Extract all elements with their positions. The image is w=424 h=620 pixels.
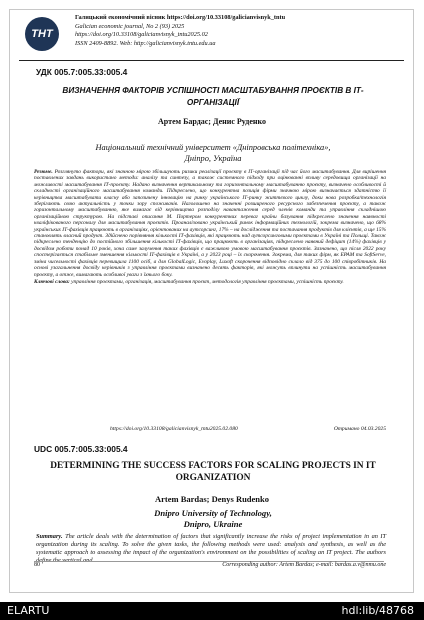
summary-text-ua: Розглянуто фактори, які значною мірою збільшують ризики реалізації проєкту в ІТ-організації під час його масштабування. Для вирішення поставлених завдань використано методи: аналізу та синтезу, а також системного підходу при оцінюванні впливу середовища організації на можливості масштабування ІТ-проєкту. Надано визначення вертикальному та горизонтальному масштабуванню проєкту, визначено особливості й складності організаційного масштабування команди. Підкреслено, що конкурентна позиція фірми значною мірою визначається здатністю її керівництва масштабувати власну або запозичену інновацію на ринку українського ІТ-ринку життєвого циклу, доки нова розробка/технологія зберігають свою актуальність у точки зору споживачів. Наголошено на значенні розширеного ресурсного забезпечення проєкту, а також горизонтальному масштабуванню, яке вимагає від керівництва розподілу навантаження серед членів команди та управління складнішою організаційною структурою. На підставі описання М. Портером конкурентних переваг країни базування підкреслено значення наявності кваліфікованого персоналу для масштабування проєктів. Проаналізовано український ринок інформаційних технологій, зокрема визначено, що 68% українських ІТ-фахівців працюють в організаціях, орієнтованих на аутсорсинг, 17% – на дослідження та постачання продуктів для клієнтів, а ще 15% становлять власний продукт. Здійснено порівняння кількості ІТ-фахівців, які працюють над аутсорсинговими проєктами в Україні та Польщі. Також підкреслено тенденцію до постійного збільшення кількості ІТ-фахівців, що працюють в організаціях, підкреслено наявний дефіцит (14%) фахівців у досвідом роботи понад 10 років, хоча саме залучення таких фахівців є важливою умовою масштабування проєктів. Зазначено, що після 2022 року спостерігається стабільне зменшення кількості ІТ-фахівців в Україні, а у 2023 році – їх скорочення. Зокрема, для таких фірм, як EPAM та SoftServe, зміна чисельності фахівців перевищила 1100 осіб, а для GlobalLogic, Evoplay, Luxoft скорочення відповідно склало від 375 до 100 співробітників. На основі узагальнення досвіду керівників з управління проєктами визначено десять факторів, які можуть вплинути на успішність масштабування проєкту, а отже, вимагають особливої уваги з їхнього боку. <box>34 169 386 278</box>
handle-id[interactable]: hdl:lib/48768 <box>341 604 414 617</box>
abstract-en <box>36 533 386 565</box>
article-doi-link[interactable]: https://doi.org/10.33108/galicianvisnyk_tntu2025.02.080 <box>110 426 238 432</box>
journal-header-text <box>75 14 395 48</box>
repository-bar <box>0 602 424 620</box>
affiliation-ua-line-1: Національний технічний університет «Дніпровська політехніка», <box>95 143 331 152</box>
abstract-ua <box>34 169 386 285</box>
journal-name-en: Galician economic journal, No 2 (93) 2025 <box>75 22 185 30</box>
affiliation-ua-line-2: Дніпро, Україна <box>184 154 242 163</box>
received-date: Отримано 04.03.2025 <box>333 426 386 432</box>
authors-en: Artem Bardas; Denys Rudenko <box>154 494 270 504</box>
page-number: 80 <box>34 562 40 568</box>
affiliation-en-line-1: Dnipro University of Technology, <box>154 508 272 518</box>
keywords-ua <box>34 279 386 285</box>
udc-code-ua: УДК 005.7:005.33:005.4 <box>36 67 128 77</box>
summary-text-en: The article deals with the determination of factors that significantly increase the risks of project implementation in an IT organization during its scaling. To solve the given tasks, the following methods were used: analysis and synthesis, as well as the systematic approach to assessing the impact of the organization's environment on the possibilities of scaling an IT project. The authors define the vertical and <box>36 533 386 564</box>
udc-code-en: UDC 005.7:005.33:005.4 <box>34 444 128 454</box>
summary-label-ua: Резюме. <box>34 169 53 175</box>
journal-header <box>19 13 399 61</box>
keywords-label-ua: Ключові слова: <box>34 278 70 285</box>
summary-label-en: Summary. <box>36 533 63 540</box>
affiliation-en <box>40 508 386 530</box>
repository-name: ELARTU <box>7 604 50 617</box>
article-title-ua: ВИЗНАЧЕННЯ ФАКТОРІВ УСПІШНОСТІ МАСШТАБУВАННЯ ПРОЄКТІВ В ІТ-ОРГАНІЗАЦІЇ <box>62 86 364 107</box>
affiliation-ua <box>40 142 386 164</box>
issue-doi: https://doi.org/10.33108/galicianvisnyk_tntu2025.02 <box>75 31 208 39</box>
authors-ua: Артем Бардас; Денис Руденко <box>158 117 266 126</box>
header-divider <box>19 60 404 61</box>
journal-name-ua: Галицький економічний вісник https://doi.org/10.33108/galicianvisnyk_tntu <box>75 14 286 21</box>
journal-logo: ТНТ <box>25 17 59 51</box>
affiliation-en-line-2: Dnipro, Ukraine <box>183 519 243 529</box>
keywords-text-ua: управління проєктами, організація, масштабування проєкт, методологія управління проєктами, успішність проєкту. <box>71 278 344 285</box>
article-title-en: DETERMINING THE SUCCESS FACTORS FOR SCALING PROJECTS IN IT ORGANIZATION <box>50 461 376 483</box>
issn-line: ISSN 2409-8892. Web: http://galicianvisnyk.tntu.edu.ua <box>75 39 216 47</box>
corresponding-author: Corresponding author: Artem Bardas; e-mail: bardas.a.v@nmu.one <box>222 562 386 568</box>
